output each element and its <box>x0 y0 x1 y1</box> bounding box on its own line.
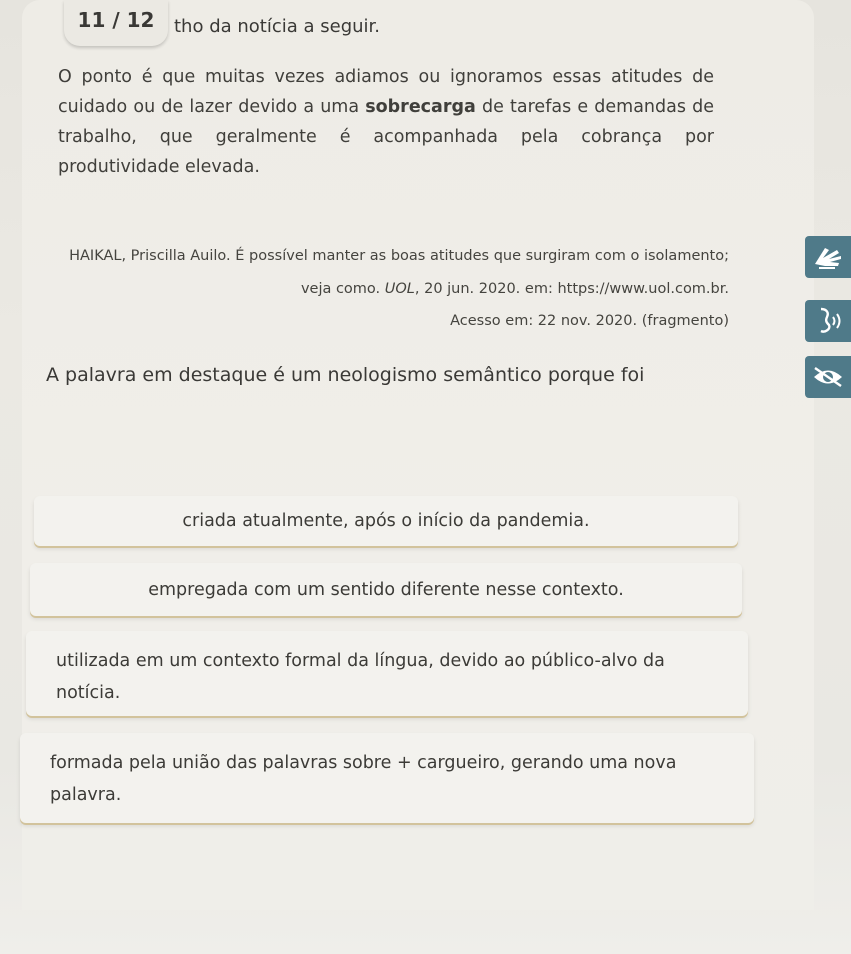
answer-option-label: utilizada em um contexto formal da língua, devido ao público-alvo da notícia. <box>56 651 665 703</box>
sign-language-icon <box>811 242 845 272</box>
citation-line-2 <box>301 281 729 297</box>
answer-option-d[interactable] <box>20 733 754 823</box>
visual-mode-button[interactable] <box>805 356 851 398</box>
passage-part-1: O ponto é que muitas vezes adiamos ou ignoramos essas atitudes de cuidado ou de lazer devido a uma <box>58 67 714 117</box>
audio-speaker-icon <box>811 305 845 337</box>
answer-option-label: criada atualmente, após o início da pandemia. <box>182 511 590 531</box>
citation-line-3: Acesso em: 22 nov. 2020. (fragmento) <box>450 313 729 329</box>
citation-source: UOL <box>384 281 415 297</box>
citation-line-2-end: , 20 jun. 2020. em: https://www.uol.com.br. <box>414 281 729 297</box>
answer-option-b[interactable] <box>30 563 742 616</box>
sign-language-button[interactable] <box>805 236 851 278</box>
citation-line-1: HAIKAL, Priscilla Auilo. É possível manter as boas atitudes que surgiram com o isolamento; <box>69 248 729 264</box>
question-intro: tho da notícia a seguir. <box>174 16 381 37</box>
answer-option-label: formada pela união das palavras sobre + cargueiro, gerando uma nova palavra. <box>50 753 677 805</box>
text-passage <box>58 62 714 182</box>
question-counter <box>64 0 168 46</box>
answer-option-a[interactable] <box>34 496 738 546</box>
question-counter-label: 11 / 12 <box>77 8 155 32</box>
passage-part-2: de tarefas e demandas de trabalho, que geralmente é acompanhada pela cobrança por produtividade elevada. <box>58 97 714 177</box>
question-prompt: A palavra em destaque é um neologismo semântico porque foi <box>46 364 645 386</box>
answer-option-label: empregada com um sentido diferente nesse contexto. <box>148 579 624 600</box>
answer-option-c[interactable] <box>26 631 748 716</box>
highlighted-word: sobrecarga <box>365 97 476 117</box>
citation-line-2-start: veja como. <box>300 281 385 297</box>
eye-icon <box>811 364 845 390</box>
audio-reader-button[interactable] <box>805 300 851 342</box>
